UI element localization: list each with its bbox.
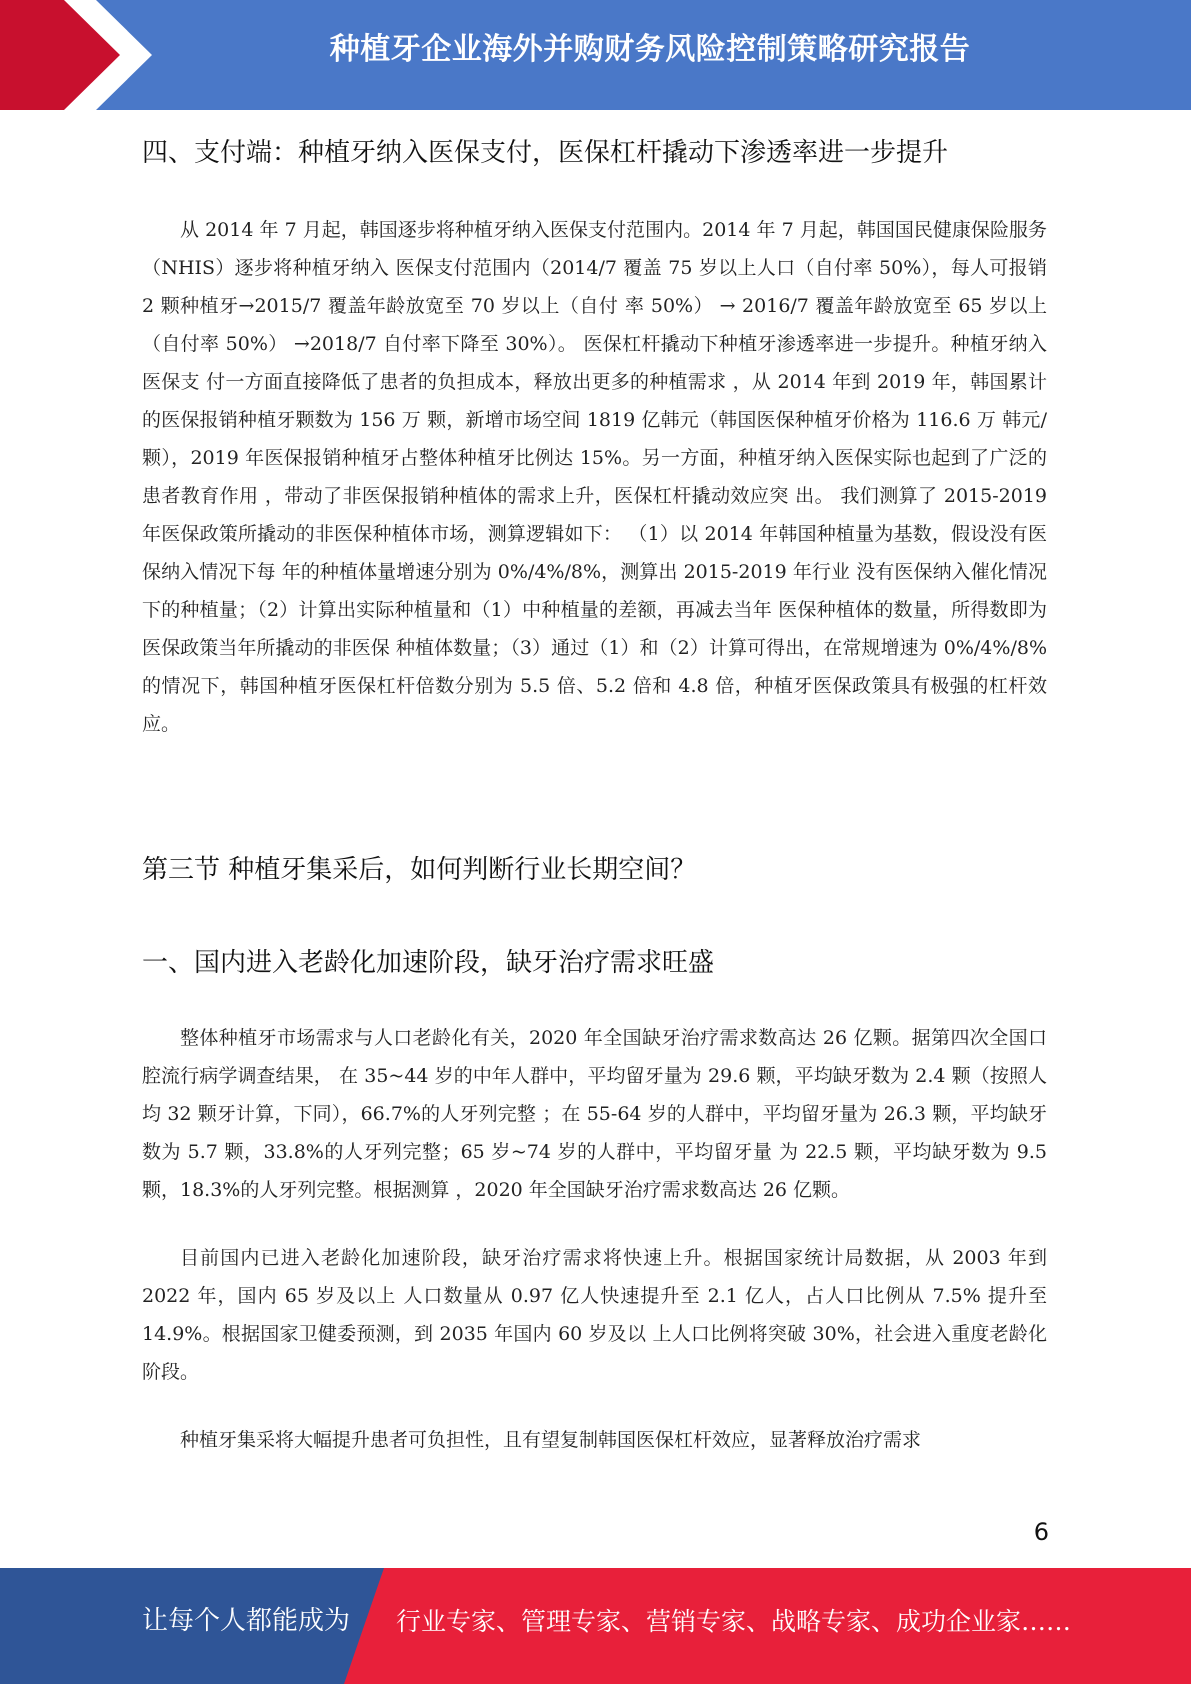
document-title: 种植牙企业海外并购财务风险控制策略研究报告 xyxy=(329,32,971,67)
section-heading-long-term: 第三节 种植牙集采后，如何判断行业长期空间？ xyxy=(142,855,697,885)
page-number: 6 xyxy=(1033,1518,1049,1546)
paragraph-payment: 从 2014 年 7 月起，韩国逐步将种植牙纳入医保支付范围内。2014 年 7 月起，韩国国民健康保险服务（NHIS）逐步将种植牙纳入 医保支付范围内（2014/7 覆盖 75 岁以上人口（自付率 50%），每人可报销 2 颗种植牙→2015/7 覆盖年龄放宽至 70 岁以上（自付 率 50%） → 2016/7 覆盖年龄放宽至 65 岁以上（自付率 50%） →2018/7 自付率下降至 30%）。 医保杠杆撬动下种植牙渗透率进一步提升。种植牙纳入医保支 付一方面直接降低了患者的负担成本，释放出更多的种植需求 ，从 2014 年到 2019 年，韩国累计的医保报销种植牙颗数为 156 万 颗，新增市场空间 1819 亿韩元（韩国医保种植牙价格为 116.6 万 韩元/颗），2019 年医保报销种植牙占整体种植牙比例达 15%。另一方面，种植牙纳入医保实际也起到了广泛的患者教育作用 ，带动了非医保报销种植体的需求上升，医保杠杆撬动效应突 出。 我们测算了 2015-2019 年医保政策所撬动的非医保种植体市场，测算逻辑如下： （1）以 2014 年韩国种植量为基数，假设没有医保纳入情况下每 年的种植体量增速分别为 0%/4%/8%，测算出 2015-2019 年行业 没有医保纳入催化情况下的种植量；（2）计算出实际种植量和（1）中种植量的差额，再减去当年 医保种植体的数量，所得数即为医保政策当年所撬动的非医保 种植体数量；（3）通过（1）和（2）计算可得出，在常规增速为 0%/4%/8% 的情况下，韩国种植牙医保杠杆倍数分别为 5.5 倍、5.2 倍和 4.8 倍，种植牙医保政策具有极强的杠杆效应。 xyxy=(142,219,1047,735)
section-heading-payment: 四、支付端：种植牙纳入医保支付，医保杠杆撬动下渗透率进一步提升 xyxy=(142,138,949,168)
footer-slogan-right: 行业专家、管理专家、营销专家、战略专家、成功企业家…… xyxy=(396,1607,1072,1636)
paragraph-aging-1: 整体种植牙市场需求与人口老龄化有关，2020 年全国缺牙治疗需求数高达 26 亿颗。据第四次全国口腔流行病学调查结果， 在 35~44 岁的中年人群中，平均留牙量为 29.6 颗，平均缺牙数为 2.4 颗（按照人均 32 颗牙计算，下同），66.7%的人牙列完整 ；在 55-64 岁的人群中，平均留牙量为 26.3 颗，平均缺牙数为 5.7 颗，33.8%的人牙列完整；65 岁~74 岁的人群中，平均留牙量 为 22.5 颗，平均缺牙数为 9.5 颗，18.3%的人牙列完整。根据测算 ，2020 年全国缺牙治疗需求数高达 26 亿颗。 xyxy=(142,1027,1047,1201)
page-content xyxy=(142,120,1047,1459)
paragraph-aging-3: 种植牙集采将大幅提升患者可负担性，且有望复制韩国医保杠杆效应，显著释放治疗需求 xyxy=(180,1429,922,1451)
footer-slogan-left: 让每个人都能成为 xyxy=(142,1606,351,1636)
paragraph-aging-2: 目前国内已进入老龄化加速阶段，缺牙治疗需求将快速上升。根据国家统计局数据，从 2003 年到 2022 年，国内 65 岁及以上 人口数量从 0.97 亿人快速提升至 2.1 亿人，占人口比例从 7.5% 提升至 14.9%。根据国家卫健委预测，到 2035 年国内 60 岁及以 上人口比例将突破 30%，社会进入重度老龄化阶段。 xyxy=(142,1247,1047,1383)
section-heading-aging: 一、国内进入老龄化加速阶段，缺牙治疗需求旺盛 xyxy=(142,948,715,978)
